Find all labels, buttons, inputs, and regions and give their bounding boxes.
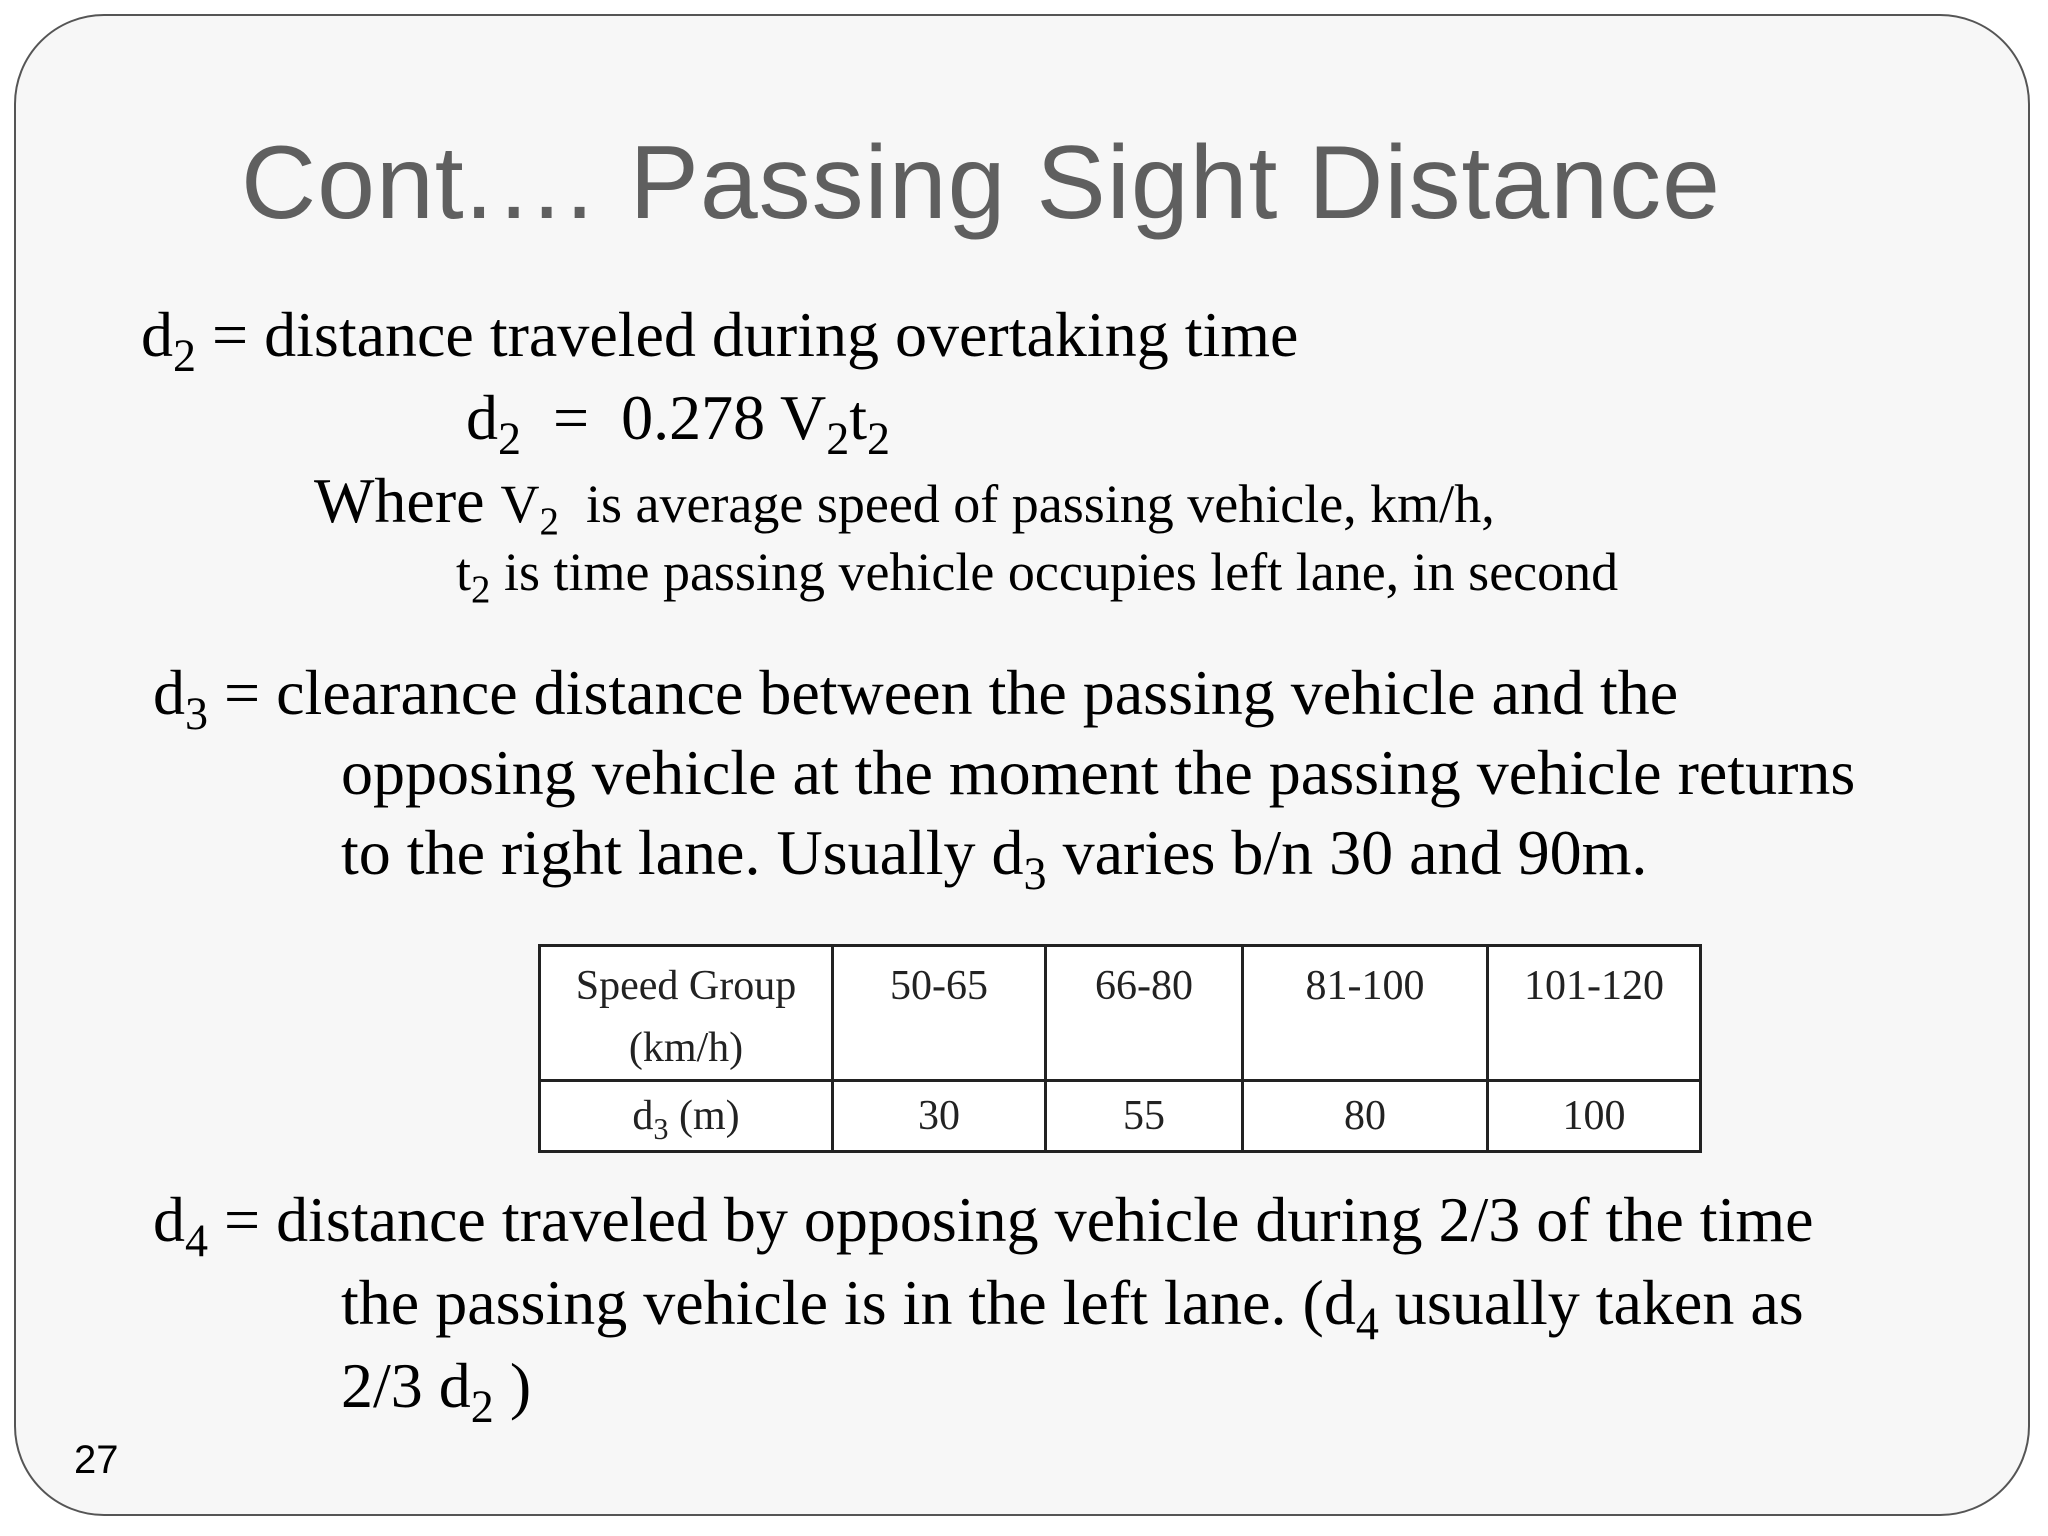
page-number: 27 [74,1438,119,1482]
d2-definition-text: = distance traveled during overtaking time [196,299,1299,370]
value-cell: 55 [1046,1081,1243,1152]
table-value-row [540,1081,1701,1152]
d3-symbol: d [153,657,185,728]
t2-text: is time passing vehicle occupies left lane, in second [490,542,1619,602]
t2-symbol: t [456,542,472,602]
d4-line-1 [153,1183,1814,1266]
row-label-sub: 3 [653,1111,669,1146]
formula-t: t [849,382,868,453]
d3-line-3 [341,816,1648,899]
where-v2-line [314,464,1495,544]
v2-sub: 2 [539,500,559,544]
d4-line2-a: the passing vehicle is in the left lane. (d [341,1267,1356,1338]
d4-line3-a: 2/3 d [341,1350,471,1421]
group-cell [1046,946,1243,1081]
d4-sub: 4 [185,1214,209,1266]
d3-line-2: opposing vehicle at the moment the passing vehicle returns [341,737,1856,808]
d4-line-3 [341,1349,532,1432]
header-label-1: Speed Group [575,963,797,1009]
d3-line3-b: varies b/n 30 and 90m. [1046,817,1648,888]
d4-line3-sub: 2 [470,1380,494,1432]
value-cell: 30 [833,1081,1046,1152]
d4-line3-b: ) [493,1350,532,1421]
group-label: 50-65 [890,963,988,1009]
d2-formula [466,381,891,464]
formula-lhs: d [466,382,498,453]
d3-sub: 3 [185,687,209,739]
d3-line-1 [153,656,1679,739]
group-label: 81-100 [1305,963,1425,1009]
d4-symbol: d [153,1184,185,1255]
v2-text: is average speed of passing vehicle, km/h, [558,474,1495,534]
v2-symbol: V [500,474,540,534]
d3-line3-sub: 3 [1023,847,1047,899]
t2-line [456,541,1619,612]
group-cell [1488,946,1701,1081]
table-header-row [540,946,1701,1081]
d4-line1-text: = distance traveled by opposing vehicle during 2/3 of the time [208,1184,1814,1255]
where-word: Where [314,465,501,536]
value-cell: 100 [1488,1081,1701,1152]
formula-t-sub: 2 [867,412,891,464]
v2-desc [500,474,1495,544]
formula-eq: = 0.278 V [521,382,827,453]
row-label-unit: (m) [668,1093,740,1139]
value-cell: 80 [1243,1081,1488,1152]
d2-symbol: d [141,299,173,370]
group-cell [833,946,1046,1081]
header-label-cell [540,946,833,1081]
d2-sub: 2 [173,329,197,381]
d4-line2-b: usually taken as [1378,1267,1804,1338]
d3-speed-table [538,944,1702,1153]
d4-line-2 [341,1266,1804,1349]
header-label-2: (km/h) [628,1025,744,1071]
row-label-symbol: d [632,1093,654,1139]
row-label-cell [540,1081,833,1152]
group-label: 66-80 [1095,963,1193,1009]
formula-v-sub: 2 [826,412,850,464]
d2-definition [141,298,1299,381]
group-cell [1243,946,1488,1081]
d3-line3-a: to the right lane. Usually d [341,817,1024,888]
group-label: 101-120 [1524,963,1664,1009]
slide-title: Cont.… Passing Sight Distance [241,125,1721,241]
slide [14,14,2030,1516]
formula-lhs-sub: 2 [498,412,522,464]
t2-sub: 2 [471,568,491,612]
d4-line2-sub: 4 [1355,1297,1379,1349]
d3-line1-text: = clearance distance between the passing vehicle and the [208,657,1679,728]
